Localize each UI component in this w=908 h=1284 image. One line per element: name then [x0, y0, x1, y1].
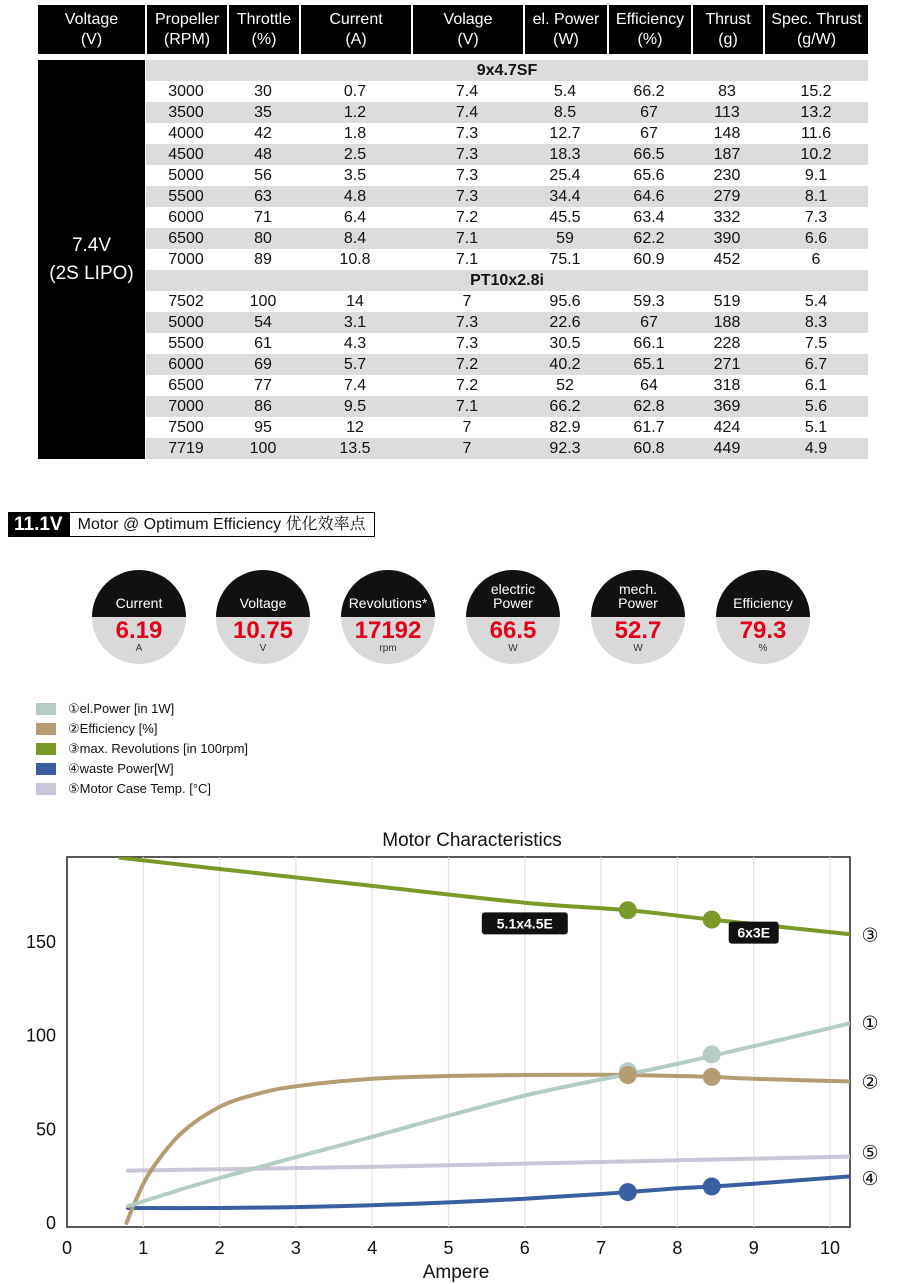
series-end-label: ③: [861, 924, 879, 947]
table-cell: 7.5: [804, 335, 828, 352]
gauge-label: Revolutions*: [348, 595, 428, 611]
table-cell: 4000: [168, 125, 204, 142]
gauge-label: Current: [115, 595, 163, 611]
legend-label: ③max. Revolutions [in 100rpm]: [68, 741, 249, 756]
legend-item: [36, 699, 248, 719]
table-cell: 187: [713, 146, 741, 163]
table-cell: 332: [713, 209, 741, 226]
x-tick-label: 9: [748, 1238, 759, 1258]
legend-label: ②Efficiency [%]: [68, 721, 158, 736]
chart-title: Motor Characteristics: [382, 830, 562, 851]
table-cell: 5.7: [343, 356, 367, 373]
table-cell: 5.1: [804, 419, 828, 436]
table-row: [146, 417, 868, 438]
table-cell: 6.7: [804, 356, 828, 373]
legend-swatch: [36, 783, 56, 795]
series-end-label: ②: [861, 1071, 879, 1094]
optimum-title: Motor @ Optimum Efficiency 优化效率点: [69, 512, 375, 537]
table-cell: 10.2: [800, 146, 832, 163]
table-cell: 7500: [168, 419, 204, 436]
table-cell: 22.6: [549, 314, 581, 331]
table-cell: 7.3: [455, 125, 479, 142]
x-tick-label: 3: [290, 1238, 301, 1258]
table-cell: 18.3: [549, 146, 581, 163]
data-point-marker: [619, 1066, 637, 1084]
table-cell: 8.4: [343, 230, 367, 247]
gauge-value: 66.5: [489, 617, 537, 644]
table-cell: 7.1: [455, 251, 479, 268]
table-cell: 7.3: [455, 188, 479, 205]
table-row: [146, 228, 868, 249]
table-cell: 80: [254, 230, 272, 247]
table-cell: 228: [713, 335, 741, 352]
table-cell: 10.8: [339, 251, 371, 268]
column-header: el. Power (W): [525, 5, 607, 54]
gauge-current: [92, 570, 186, 664]
table-cell: 12: [346, 419, 364, 436]
table-cell: 449: [713, 440, 741, 457]
gauge-value: 6.19: [115, 617, 163, 644]
x-tick-label: 5: [443, 1238, 454, 1258]
table-row: [146, 354, 868, 375]
table-cell: 60.8: [633, 440, 665, 457]
table-cell: 7: [462, 440, 472, 457]
table-cell: 5.4: [804, 293, 828, 310]
table-cell: 4.8: [343, 188, 367, 205]
table-cell: 89: [254, 251, 272, 268]
data-point-marker: [619, 1183, 637, 1201]
table-row: [146, 312, 868, 333]
table-cell: 35: [254, 104, 272, 121]
x-tick-label: 10: [819, 1238, 841, 1258]
table-cell: 2.5: [343, 146, 367, 163]
table-cell: 7.2: [455, 356, 479, 373]
table-cell: 6: [811, 251, 821, 268]
table-cell: 83: [718, 83, 736, 100]
table-cell: 40.2: [549, 356, 581, 373]
chart-legend: [36, 699, 248, 799]
table-cell: 11.6: [801, 125, 831, 142]
table-cell: 6500: [168, 377, 204, 394]
table-cell: 3.1: [343, 314, 367, 331]
column-header: Throttle (%): [229, 5, 299, 54]
gauge-voltage: [216, 570, 310, 664]
table-cell: 60.9: [633, 251, 665, 268]
column-header: Efficiency (%): [609, 5, 691, 54]
x-tick-label: 1: [138, 1238, 149, 1258]
legend-label: ⑤Motor Case Temp. [°C]: [68, 781, 212, 796]
column-header: Current (A): [301, 5, 411, 54]
table-cell: 34.4: [549, 188, 581, 205]
propeller-section-header: PT10x2.8i: [146, 270, 868, 291]
propeller-section-header: 9x4.7SF: [146, 60, 868, 81]
x-tick-label: 0: [61, 1238, 73, 1258]
table-cell: 8.5: [553, 104, 577, 121]
table-cell: 318: [713, 377, 741, 394]
table-cell: 77: [254, 377, 272, 394]
table-cell: 1.8: [343, 125, 367, 142]
table-cell: 65.1: [633, 356, 665, 373]
table-cell: 100: [249, 440, 277, 457]
gauge-electric-power: [466, 570, 560, 664]
table-cell: 7.3: [455, 167, 479, 184]
table-cell: 519: [713, 293, 741, 310]
table-row: [146, 249, 868, 270]
table-cell: 5500: [168, 188, 204, 205]
x-tick-label: 8: [672, 1238, 683, 1258]
y-tick-label: 50: [35, 1119, 56, 1140]
table-row: [146, 207, 868, 228]
table-cell: 75.1: [549, 251, 581, 268]
table-cell: 7.4: [455, 104, 479, 121]
table-cell: 7.4: [343, 377, 367, 394]
table-cell: 230: [713, 167, 741, 184]
legend-label: ④waste Power[W]: [68, 761, 174, 776]
legend-swatch: [36, 763, 56, 775]
table-cell: 82.9: [549, 419, 581, 436]
table-cell: 52: [556, 377, 574, 394]
table-cell: 62.8: [633, 398, 665, 415]
table-cell: 369: [713, 398, 741, 415]
table-row: [146, 81, 868, 102]
table-row: [146, 102, 868, 123]
table-cell: 113: [714, 104, 740, 121]
x-tick-label: 4: [367, 1238, 378, 1258]
table-cell: 66.1: [633, 335, 665, 352]
table-cell: 25.4: [549, 167, 581, 184]
table-cell: 5000: [168, 314, 204, 331]
table-cell: 0.7: [343, 83, 367, 100]
gauge-value: 10.75: [232, 617, 294, 644]
series-end-label: ④: [861, 1168, 879, 1191]
series-end-label: ①: [861, 1012, 879, 1035]
table-cell: 279: [713, 188, 741, 205]
table-cell: 30.5: [549, 335, 581, 352]
x-tick-label: 7: [596, 1238, 607, 1258]
gauge-label: electric Power: [490, 581, 536, 611]
table-cell: 4.9: [804, 440, 828, 457]
data-point-marker: [703, 1045, 721, 1063]
table-cell: 7502: [168, 293, 204, 310]
column-header: Spec. Thrust (g/W): [765, 5, 868, 54]
table-cell: 59: [556, 230, 574, 247]
column-header: Volage (V): [413, 5, 523, 54]
gauge-label: Efficiency: [733, 595, 793, 611]
table-row: [146, 333, 868, 354]
table-cell: 452: [713, 251, 741, 268]
table-cell: 188: [713, 314, 741, 331]
table-cell: 4500: [168, 146, 204, 163]
gauge-unit: A: [135, 643, 143, 654]
voltage-group-label: 7.4V (2S LIPO): [38, 60, 145, 459]
table-cell: 95.6: [549, 293, 581, 310]
column-header: Voltage (V): [38, 5, 145, 54]
table-cell: 62.2: [633, 230, 665, 247]
table-cell: 6000: [168, 356, 204, 373]
table-cell: 5000: [168, 167, 204, 184]
table-cell: 6.6: [804, 230, 828, 247]
table-row: [146, 291, 868, 312]
table-cell: 5500: [168, 335, 204, 352]
table-cell: 66.2: [633, 83, 665, 100]
table-cell: 63.4: [633, 209, 665, 226]
column-header: Thrust (g): [693, 5, 763, 54]
table-cell: 7.2: [455, 377, 479, 394]
x-tick-label: 6: [519, 1238, 530, 1258]
table-cell: 56: [254, 167, 272, 184]
gauge-value: 52.7: [614, 617, 662, 644]
table-cell: 59.3: [633, 293, 665, 310]
table-cell: 7: [462, 419, 472, 436]
x-axis-label: Ampere: [422, 1262, 490, 1283]
table-cell: 95: [254, 419, 272, 436]
gauge-value: 17192: [354, 617, 422, 644]
table-row: [146, 165, 868, 186]
table-cell: 71: [254, 209, 272, 226]
table-cell: 13.5: [339, 440, 371, 457]
series-end-label: ⑤: [861, 1141, 879, 1164]
legend-item: [36, 739, 248, 759]
table-row: [146, 396, 868, 417]
table-cell: 100: [249, 293, 277, 310]
table-cell: 67: [640, 125, 658, 142]
table-cell: 424: [713, 419, 741, 436]
legend-item: [36, 759, 248, 779]
table-cell: 7000: [168, 398, 204, 415]
table-cell: 3000: [168, 83, 204, 100]
table-cell: 7000: [168, 251, 204, 268]
gauge-unit: %: [758, 643, 768, 654]
table-cell: 66.5: [633, 146, 665, 163]
column-header: Propeller (RPM): [147, 5, 227, 54]
x-tick-label: 2: [214, 1238, 225, 1258]
table-cell: 13.2: [800, 104, 832, 121]
gauge-value: 79.3: [739, 617, 787, 644]
annotation-label: 6x3E: [737, 924, 771, 941]
table-cell: 9.5: [343, 398, 367, 415]
optimum-efficiency-banner: [8, 512, 375, 537]
gauge-mech-power: [591, 570, 685, 664]
table-cell: 5.6: [804, 398, 828, 415]
table-cell: 30: [254, 83, 272, 100]
data-point-marker: [703, 1177, 721, 1195]
table-cell: 48: [254, 146, 272, 163]
legend-item: [36, 719, 248, 739]
y-tick-label: 0: [45, 1213, 56, 1233]
table-cell: 64.6: [633, 188, 665, 205]
gauge-unit: rpm: [379, 643, 397, 654]
table-cell: 14: [346, 293, 364, 310]
gauge-unit: W: [508, 643, 518, 654]
table-row: [146, 186, 868, 207]
table-cell: 7: [462, 293, 472, 310]
table-cell: 6500: [168, 230, 204, 247]
table-cell: 6000: [168, 209, 204, 226]
table-cell: 3.5: [343, 167, 367, 184]
table-cell: 15.2: [800, 83, 832, 100]
table-cell: 8.1: [804, 188, 828, 205]
legend-swatch: [36, 743, 56, 755]
table-cell: 42: [254, 125, 272, 142]
table-cell: 7.3: [455, 335, 479, 352]
table-cell: 64: [640, 377, 658, 394]
table-cell: 54: [254, 314, 272, 331]
table-cell: 63: [254, 188, 272, 205]
table-row: [146, 144, 868, 165]
gauge-efficiency: [716, 570, 810, 664]
table-cell: 67: [640, 314, 658, 331]
data-point-marker: [703, 1068, 721, 1086]
table-cell: 7.4: [455, 83, 479, 100]
table-cell: 7.1: [455, 398, 479, 415]
y-tick-label: 100: [25, 1025, 56, 1046]
table-cell: 6.1: [804, 377, 828, 394]
annotation-label: 5.1x4.5E: [496, 915, 553, 932]
optimum-voltage-badge: 11.1V: [8, 512, 69, 537]
table-cell: 8.3: [804, 314, 828, 331]
table-cell: 4.3: [343, 335, 367, 352]
motor-characteristics-chart: [0, 820, 908, 1284]
table-cell: 1.2: [343, 104, 367, 121]
table-row: [146, 438, 868, 459]
legend-swatch: [36, 723, 56, 735]
table-cell: 61: [254, 335, 272, 352]
legend-swatch: [36, 703, 56, 715]
legend-label: ①el.Power [in 1W]: [68, 701, 175, 716]
table-cell: 9.1: [804, 167, 828, 184]
gauge-label: Voltage: [239, 595, 287, 611]
gauge-unit: W: [633, 643, 643, 654]
table-cell: 390: [713, 230, 741, 247]
y-tick-label: 150: [25, 932, 56, 953]
table-cell: 69: [254, 356, 272, 373]
table-cell: 3500: [168, 104, 204, 121]
data-point-marker: [619, 901, 637, 919]
table-cell: 7719: [168, 440, 204, 457]
table-cell: 7.1: [455, 230, 479, 247]
table-cell: 271: [713, 356, 741, 373]
table-cell: 5.4: [553, 83, 577, 100]
table-cell: 67: [640, 104, 658, 121]
table-cell: 61.7: [633, 419, 665, 436]
table-cell: 7.3: [804, 209, 828, 226]
legend-item: [36, 779, 248, 799]
gauge-revolutions: [341, 570, 435, 664]
table-row: [146, 123, 868, 144]
table-cell: 7.2: [455, 209, 479, 226]
table-cell: 6.4: [343, 209, 367, 226]
table-row: [146, 375, 868, 396]
table-cell: 7.3: [455, 146, 479, 163]
table-cell: 7.3: [455, 314, 479, 331]
gauge-unit: V: [259, 643, 267, 654]
table-cell: 86: [254, 398, 272, 415]
table-cell: 65.6: [633, 167, 665, 184]
table-cell: 66.2: [549, 398, 581, 415]
table-cell: 148: [713, 125, 741, 142]
table-cell: 12.7: [549, 125, 581, 142]
gauge-label: mech. Power: [618, 581, 658, 611]
table-cell: 92.3: [549, 440, 581, 457]
data-point-marker: [703, 911, 721, 929]
table-cell: 45.5: [549, 209, 581, 226]
